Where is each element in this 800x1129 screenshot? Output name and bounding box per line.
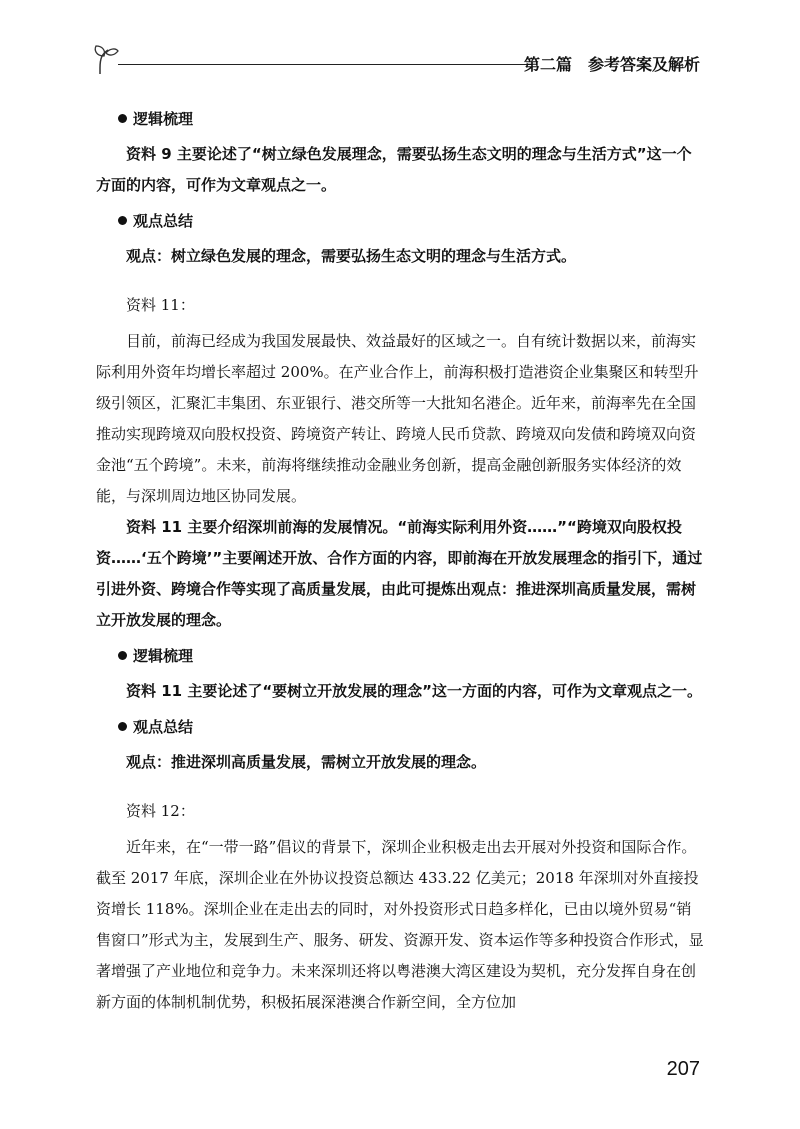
analysis-paragraph-11: 资料 11 主要介绍深圳前海的发展情况。“前海实际利用外资……”“跨境双向股权投资……‘五个跨境’”主要阐述开放、合作方面的内容，即前海在开放发展理念的指引下，通过引进外资、跨境合作等实现了高质量发展，由此可提炼出观点：推进深圳高质量发展，需树立开放发展的理念。 [96,518,703,629]
logic-paragraph-2: 资料 11 主要论述了“要树立开放发展的理念”这一方面的内容，可作为文章观点之一。 [126,682,703,700]
material-label-12: 资料 12： [126,802,195,820]
section-heading-viewpoint: 观点总结 [118,207,704,235]
sprout-icon [90,40,130,80]
material-text-12: 近年来，在“一带一路”倡议的背景下，深圳企业积极走出去开展对外投资和国际合作。截至 2017 年底，深圳企业在外协议投资总额达 433.22 亿美元；2018 年深圳对外直接投资增长 118%。深圳企业在走出去的同时，对外投资形式日趋多样化，已由以境外贸易“销售窗口”形式为主，发展到生产、服务、研发、资源开发、资本运作等多种投资合作形式，显著增强了产业地位和竞争力。未来深圳还将以粤港澳大湾区建设为契机，充分发挥自身在创新方面的体制机制优势，积极拓展深港澳合作新空间，全方位加 [96,838,704,1011]
viewpoint-paragraph: 观点：树立绿色发展的理念，需要弘扬生态文明的理念与生活方式。 [126,247,577,265]
page-number: 207 [666,1058,700,1080]
header-title: 第二篇 参考答案及解析 [523,55,700,74]
page-content [96,105,704,1018]
bullet-icon [118,114,127,123]
section-heading-viewpoint-2: 观点总结 [118,713,704,741]
header-rule [118,64,532,65]
bullet-icon [118,216,127,225]
material-label-11: 资料 11： [126,296,195,314]
bullet-icon [118,651,127,660]
bullet-icon [118,722,127,731]
logic-paragraph: 资料 9 主要论述了“树立绿色发展理念，需要弘扬生态文明的理念与生活方式”这一个方面的内容，可作为文章观点之一。 [96,145,692,194]
material-text-11: 目前，前海已经成为我国发展最快、效益最好的区域之一。自有统计数据以来，前海实际利用外资年均增长率超过 200%。在产业合作上，前海积极打造港资企业集聚区和转型升级引领区，汇聚汇丰集团、东亚银行、港交所等一大批知名港企。近年来，前海率先在全国推动实现跨境双向股权投资、跨境资产转让、跨境人民币贷款、跨境双向发债和跨境双向资金池“五个跨境”。未来，前海将继续推动金融业务创新，提高金融创新服务实体经济的效能，与深圳周边地区协同发展。 [96,332,699,505]
page-header [90,40,700,80]
viewpoint-paragraph-2: 观点：推进深圳高质量发展，需树立开放发展的理念。 [126,753,487,771]
section-heading-logic-2: 逻辑梳理 [118,642,704,670]
section-heading-logic: 逻辑梳理 [118,105,704,133]
